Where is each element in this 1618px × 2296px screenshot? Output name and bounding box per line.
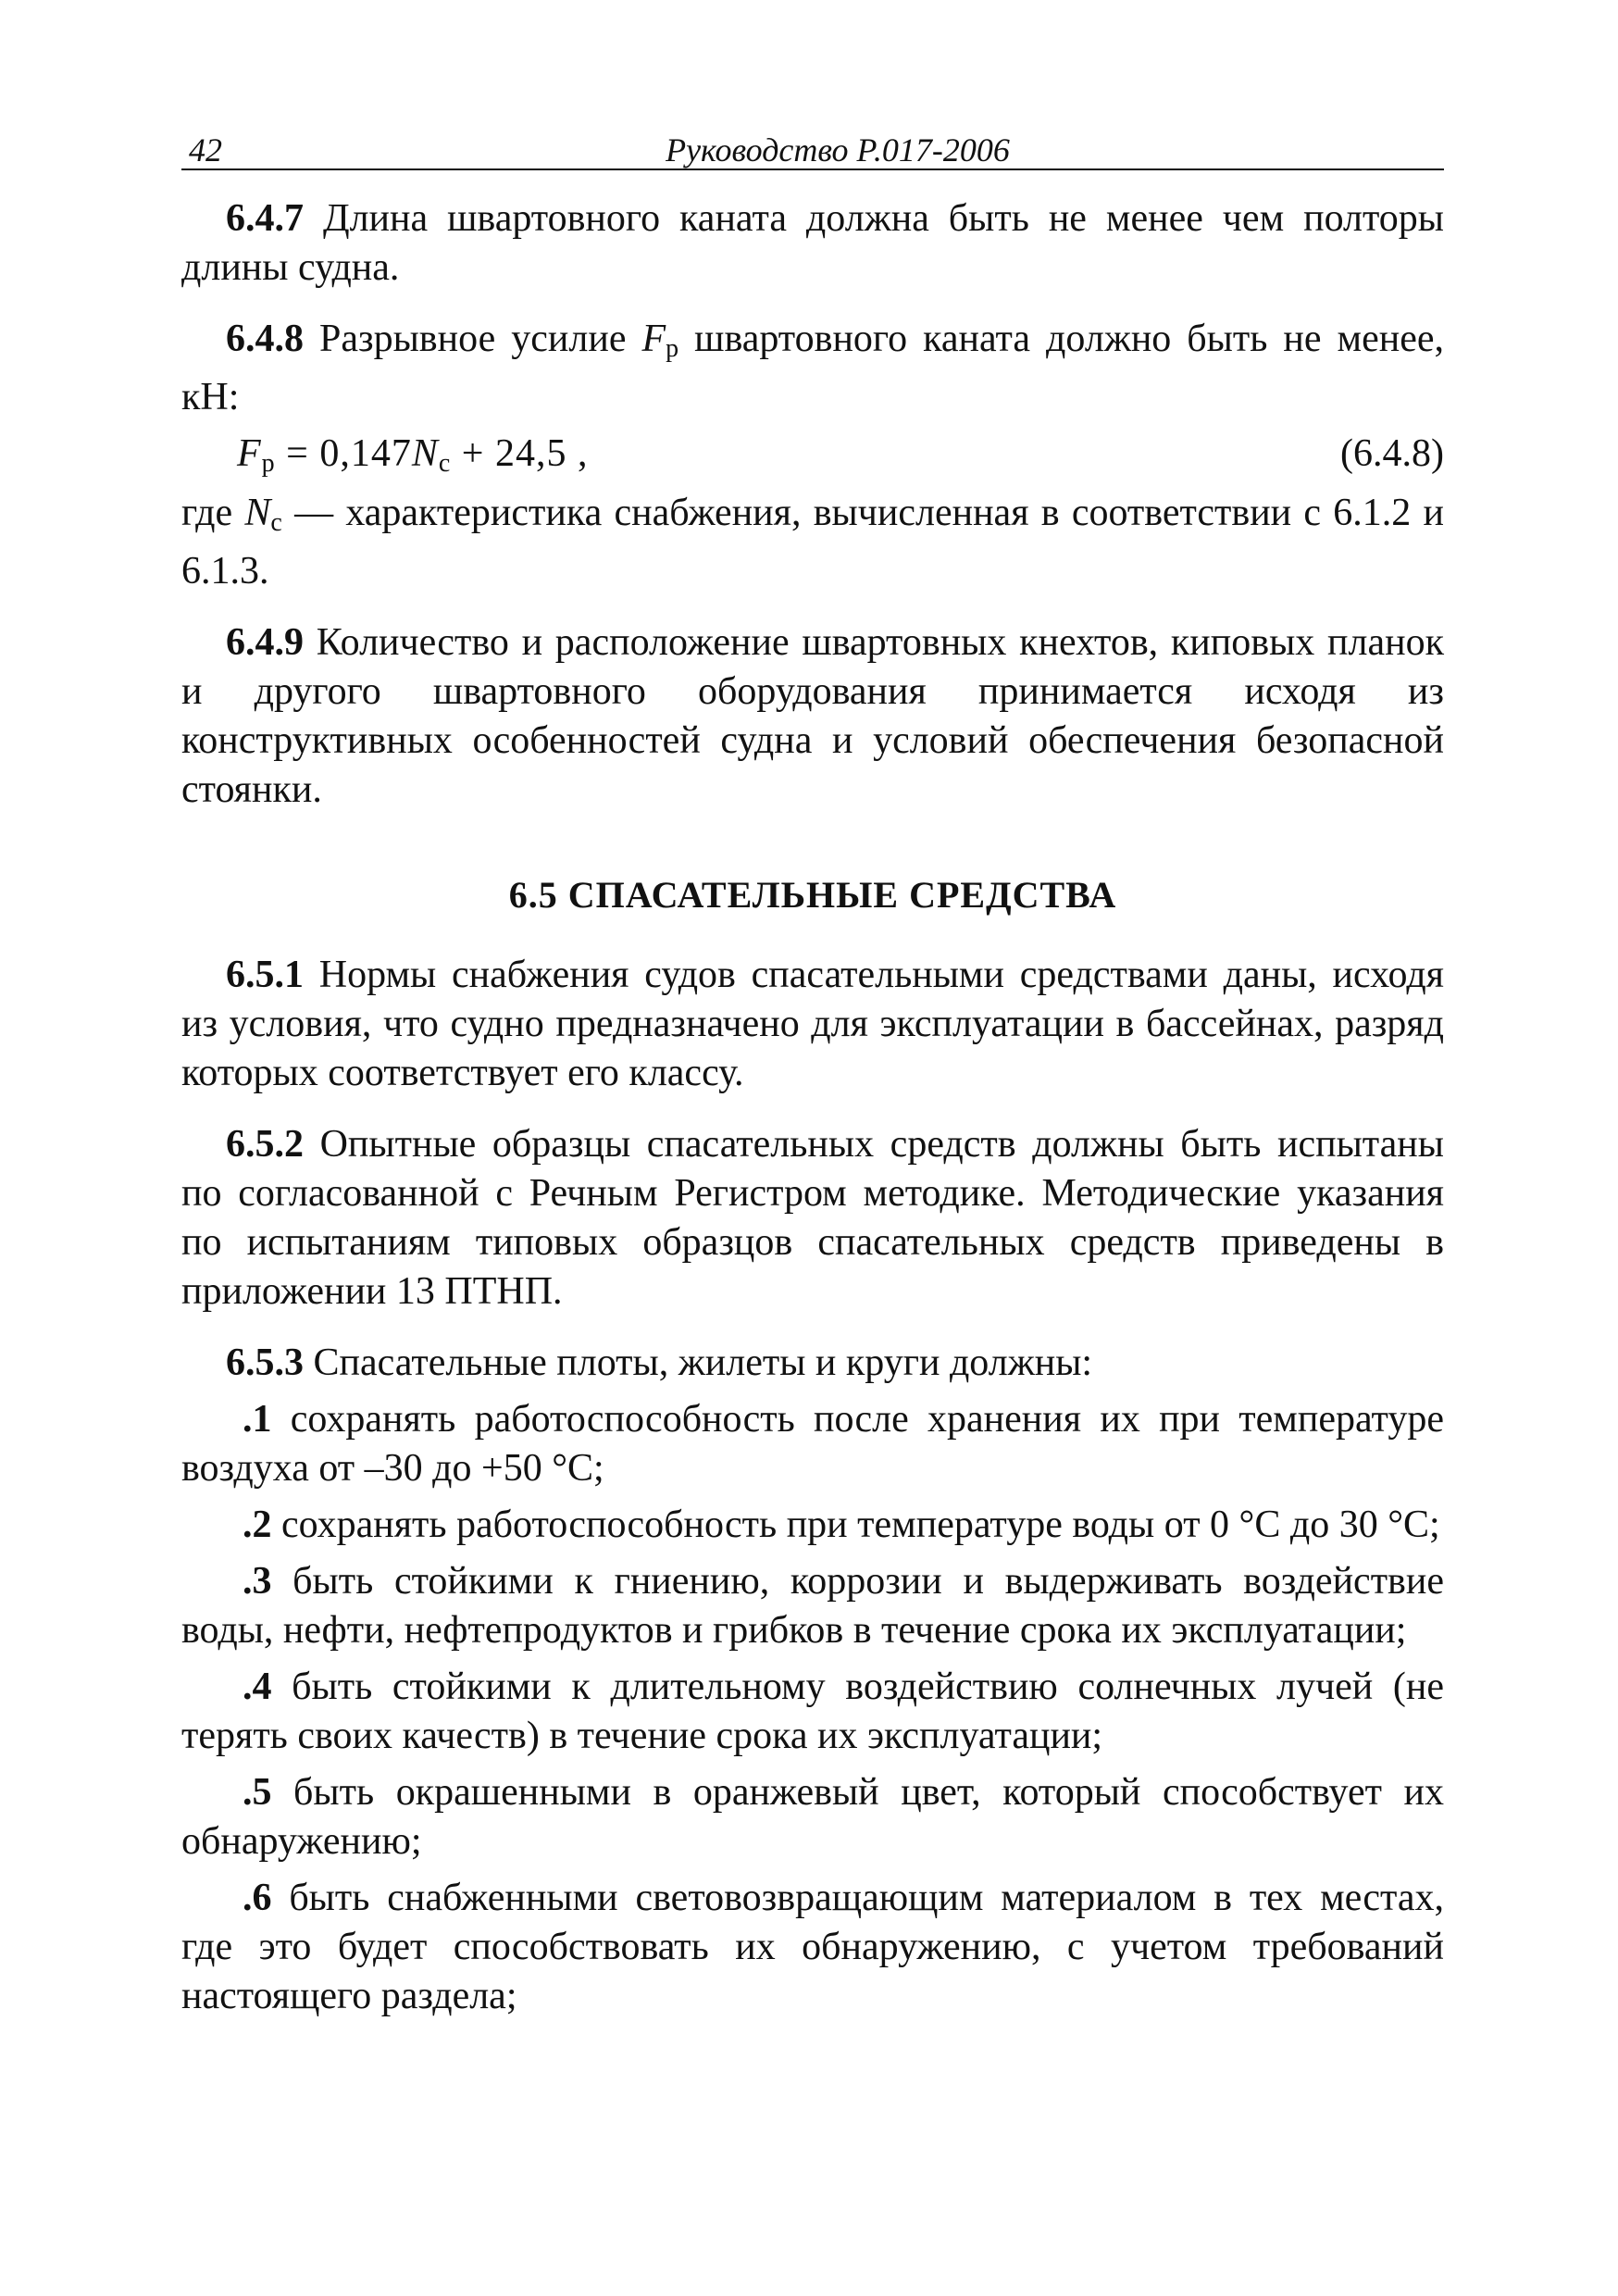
clause-number: 6.5.1	[226, 954, 304, 996]
paragraph-6-4-8: 6.4.8 Разрывное усилие $F_р$ швартовного каната должно быть не менее, кН:	[181, 318, 1444, 418]
list-item: .6 быть снабженными световозвращающим материалом в тех местах, где это будет способствовать их обнаружению, с учетом требований настоящего раздела;	[181, 1877, 1444, 2017]
formula-6-4-8	[181, 430, 1444, 481]
list-item: .5 быть окрашенными в оранжевый цвет, который способствует их обнаружению;	[181, 1771, 1444, 1863]
paragraph-6-5-1: 6.5.1 Нормы снабжения судов спасательными средствами даны, исходя из условия, что судно предназначено для эксплуатации в бассейнах, разряд которых соответствует его классу.	[181, 954, 1444, 1094]
clause-number: 6.4.8	[226, 318, 304, 360]
formula-explanation: где $N_с$ — характеристика снабжения, вычисленная в соответствии с 6.1.2 и 6.1.3.	[181, 492, 1444, 593]
clause-number: 6.5.3	[226, 1341, 304, 1384]
clause-number: 6.4.9	[226, 621, 304, 664]
document-page	[181, 131, 1444, 2021]
paragraph-6-5-3: 6.5.3 Спасательные плоты, жилеты и круги должны:	[226, 1341, 1093, 1384]
equation-number: (6.4.8)	[1340, 432, 1444, 475]
clause-number: 6.4.7	[226, 197, 304, 240]
list-item: .3 быть стойкими к гниению, коррозии и выдерживать воздействие воды, нефти, нефтепродуктов и грибков в течение срока их эксплуатации;	[181, 1560, 1444, 1652]
clause-number: 6.5.2	[226, 1123, 304, 1166]
paragraph-6-4-9: 6.4.9 Количество и расположение швартовных кнехтов, киповых планок и другого швартовного оборудования принимается исходя из конструктивных особенностей судна и условий обеспечения безопасной стоянки.	[181, 621, 1444, 811]
paragraph-6-5-2: 6.5.2 Опытные образцы спасательных средств должны быть испытаны по согласованной с Речным Регистром методике. Методические указания по испытаниям типовых образцов спасательных средств приведены в приложении 13 ПТНП.	[181, 1123, 1444, 1313]
paragraph-6-4-7	[181, 194, 1444, 293]
list-item: .1 сохранять работоспособность после хранения их при температуре воздуха от –30 до +50 °С;	[181, 1398, 1444, 1490]
page-content	[181, 194, 1444, 2021]
page-header	[181, 131, 1444, 170]
running-title: Руководство Р.017-2006	[666, 131, 1010, 168]
list-item: .2 сохранять работоспособность при температуре воды от 0 °С до 30 °С;	[243, 1504, 1440, 1546]
formula-expression: $F_р = 0,147N_с + 24,5$ ,	[237, 432, 589, 478]
section-heading: 6.5 СПАСАТЕЛЬНЫЕ СРЕДСТВА	[508, 874, 1117, 916]
list-item: .4 быть стойкими к длительному воздействию солнечных лучей (не терять своих качеств) в течение срока их эксплуатации;	[181, 1666, 1444, 1757]
page-number: 42	[189, 131, 222, 168]
clause-text: Длина швартовного каната должна быть не менее чем полторы длины судна.	[181, 197, 1444, 289]
